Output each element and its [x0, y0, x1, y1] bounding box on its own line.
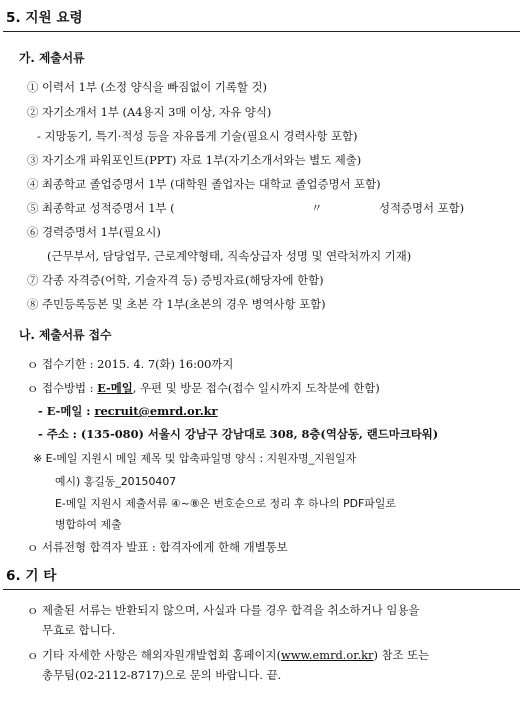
- list-item: ⑤ 최종학교 성적증명서 1부 (: [27, 201, 175, 215]
- list-item: ⑧ 주민등록등본 및 초본 각 1부(초본의 경우 병역사항 포함): [27, 297, 326, 311]
- method-prefix: ｏ 접수방법 :: [27, 381, 98, 395]
- method-email: E-메일: [97, 381, 133, 395]
- note-line: 병합하여 제출: [55, 518, 122, 531]
- list-item-detail: (근무부서, 담당업무, 근로계약형태, 직속상급자 성명 및 연락처까지 기재): [47, 249, 412, 263]
- etc-item-2-line-1: [27, 648, 429, 663]
- method-rest: , 우편 및 방문 접수(접수 일시까지 도착분에 한함): [132, 381, 380, 395]
- result-line: ｏ 서류전형 합격자 발표 : 합격자에게 한해 개별통보: [27, 540, 288, 554]
- note-line: ※ E-메일 지원시 메일 제목 및 압축파일명 양식 : 지원자명_지원일자: [33, 452, 357, 465]
- list-item-suffix: 성적증명서 포함): [379, 201, 465, 215]
- email-line: [38, 404, 218, 419]
- subsection-b-heading: 나. 제출서류 접수: [19, 328, 112, 342]
- list-item: ⑦ 각종 자격증(어학, 기술자격 등) 증빙자료(해당자에 한함): [27, 273, 324, 287]
- etc-item-1-line-1: ｏ 제출된 서류는 반환되지 않으며, 사실과 다를 경우 합격을 취소하거나 임용을: [27, 603, 420, 617]
- section-5-heading: 5. 지원 요령: [6, 10, 83, 26]
- deadline-line: ｏ 접수기한 : 2015. 4. 7(화) 16:00까지: [27, 357, 234, 371]
- ditto-mark: 〃: [311, 201, 323, 215]
- address-line: - 주소 : (135-080) 서울시 강남구 강남대로 308, 8층(역삼동, 랜드마크타워): [38, 427, 439, 441]
- section-6-heading: 6. 기 타: [6, 568, 57, 584]
- method-line: [27, 381, 380, 396]
- homepage-link[interactable]: www.emrd.or.kr: [281, 648, 374, 662]
- list-item: ④ 최종학교 졸업증명서 1부 (대학원 졸업자는 대학교 졸업증명서 포함): [27, 177, 381, 191]
- subsection-a-heading: 가. 제출서류: [19, 51, 85, 65]
- list-item: ⑥ 경력증명서 1부(필요시): [27, 225, 161, 239]
- email-label: - E-메일 :: [38, 404, 95, 418]
- etc-item-2-suffix: ) 참조 또는: [373, 648, 430, 662]
- list-item: ③ 자기소개 파워포인트(PPT) 자료 1부(자기소개서와는 별도 제출): [27, 153, 362, 167]
- etc-item-1-line-2: 무효로 합니다.: [42, 623, 116, 637]
- section-6-divider: [3, 589, 520, 590]
- list-item: ② 자기소개서 1부 (A4용지 3매 이상, 자유 양식): [27, 105, 272, 119]
- section-5-divider: [3, 31, 520, 32]
- note-example: 예시) 홍길동_20150407: [55, 475, 177, 488]
- list-item-detail: - 지망동기, 특기·적성 등을 자유롭게 기술(필요시 경력사항 포함): [37, 129, 358, 143]
- note-line: E-메일 지원시 제출서류 ④~⑧은 번호순으로 정리 후 하나의 PDF파일로: [55, 497, 396, 510]
- email-link[interactable]: recruit@emrd.or.kr: [94, 404, 218, 418]
- list-item: ① 이력서 1부 (소정 양식을 빠짐없이 기록할 것): [27, 80, 267, 94]
- etc-item-2-prefix: ｏ 기타 자세한 사항은 해외자원개발협회 홈페이지(: [27, 648, 282, 662]
- etc-item-2-line-2: 총무팀(02-2112-8717)으로 문의 바랍니다. 끝.: [42, 668, 282, 682]
